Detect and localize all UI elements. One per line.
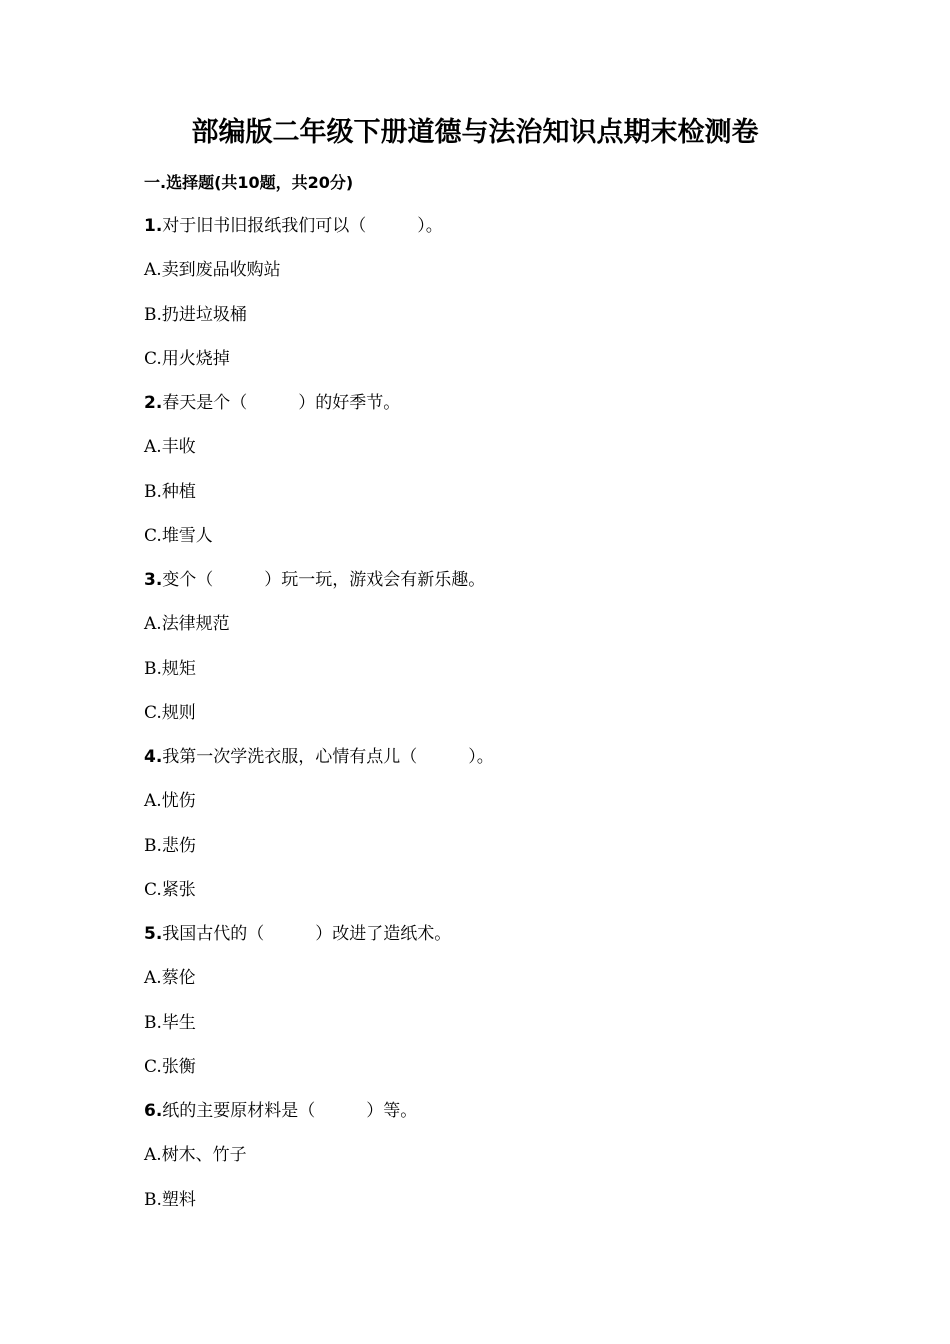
option-letter: A. bbox=[144, 968, 162, 989]
option-letter: C. bbox=[144, 1056, 162, 1077]
answer-option bbox=[144, 479, 824, 523]
question-text: 我国古代的（ ）改进了造纸术。 bbox=[162, 924, 452, 944]
option-letter: C. bbox=[144, 879, 162, 900]
question-number: 5. bbox=[144, 924, 163, 944]
answer-option bbox=[144, 833, 824, 877]
question-stem bbox=[144, 744, 824, 788]
answer-option bbox=[144, 1142, 824, 1186]
answer-option bbox=[144, 788, 824, 832]
answer-option bbox=[144, 965, 824, 1009]
option-text: 紧张 bbox=[161, 879, 196, 900]
question-number: 6. bbox=[144, 1101, 163, 1121]
question-text: 我第一次学洗衣服，心情有点儿（ ）。 bbox=[162, 747, 494, 767]
answer-option bbox=[144, 1187, 824, 1231]
option-text: 堆雪人 bbox=[161, 525, 213, 546]
option-letter: B. bbox=[144, 1012, 162, 1033]
option-text: 树木、竹子 bbox=[161, 1145, 247, 1166]
answer-option bbox=[144, 523, 824, 567]
question-number: 2. bbox=[144, 393, 163, 413]
option-text: 毕生 bbox=[161, 1012, 196, 1033]
question-number: 3. bbox=[144, 570, 163, 590]
option-text: 张衡 bbox=[161, 1056, 196, 1077]
option-text: 扔进垃圾桶 bbox=[161, 304, 247, 325]
answer-option bbox=[144, 611, 824, 655]
option-text: 悲伤 bbox=[161, 835, 196, 856]
answer-option bbox=[144, 656, 824, 700]
option-letter: B. bbox=[144, 835, 162, 856]
answer-option bbox=[144, 302, 824, 346]
option-letter: A. bbox=[144, 791, 162, 812]
option-text: 塑料 bbox=[161, 1189, 196, 1210]
question-text: 春天是个（ ）的好季节。 bbox=[162, 393, 401, 413]
option-text: 丰收 bbox=[161, 437, 196, 458]
option-text: 规矩 bbox=[161, 658, 196, 679]
option-text: 法律规范 bbox=[161, 614, 230, 635]
option-letter: C. bbox=[144, 348, 162, 369]
option-text: 忧伤 bbox=[161, 791, 196, 812]
option-letter: A. bbox=[144, 614, 162, 635]
option-text: 用火烧掉 bbox=[161, 348, 230, 369]
option-letter: A. bbox=[144, 1145, 162, 1166]
question-number: 4. bbox=[144, 747, 163, 767]
option-letter: B. bbox=[144, 658, 162, 679]
question-stem bbox=[144, 213, 824, 257]
option-letter: B. bbox=[144, 304, 162, 325]
option-letter: A. bbox=[144, 260, 162, 281]
answer-option bbox=[144, 1054, 824, 1098]
question-text: 对于旧书旧报纸我们可以（ ）。 bbox=[162, 216, 443, 236]
question-stem bbox=[144, 921, 824, 965]
question-list bbox=[144, 213, 824, 1231]
option-letter: B. bbox=[144, 481, 162, 502]
question-stem bbox=[144, 1098, 824, 1142]
option-text: 蔡伦 bbox=[161, 968, 196, 989]
answer-option bbox=[144, 700, 824, 744]
option-text: 规则 bbox=[161, 702, 196, 723]
answer-option bbox=[144, 877, 824, 921]
answer-option bbox=[144, 346, 824, 390]
option-text: 种植 bbox=[161, 481, 196, 502]
option-letter: A. bbox=[144, 437, 162, 458]
answer-option bbox=[144, 257, 824, 301]
page-title: 部编版二年级下册道德与法治知识点期末检测卷 bbox=[191, 117, 759, 148]
section-heading: 一.选择题(共10题，共20分) bbox=[144, 173, 354, 192]
question-stem bbox=[144, 390, 824, 434]
option-text: 卖到废品收购站 bbox=[161, 260, 281, 281]
question-text: 变个（ ）玩一玩，游戏会有新乐趣。 bbox=[162, 570, 486, 590]
answer-option bbox=[144, 1010, 824, 1054]
question-number: 1. bbox=[144, 216, 163, 236]
question-stem bbox=[144, 567, 824, 611]
option-letter: C. bbox=[144, 525, 162, 546]
question-text: 纸的主要原材料是（ ）等。 bbox=[162, 1101, 418, 1121]
option-letter: B. bbox=[144, 1189, 162, 1210]
option-letter: C. bbox=[144, 702, 162, 723]
answer-option bbox=[144, 434, 824, 478]
